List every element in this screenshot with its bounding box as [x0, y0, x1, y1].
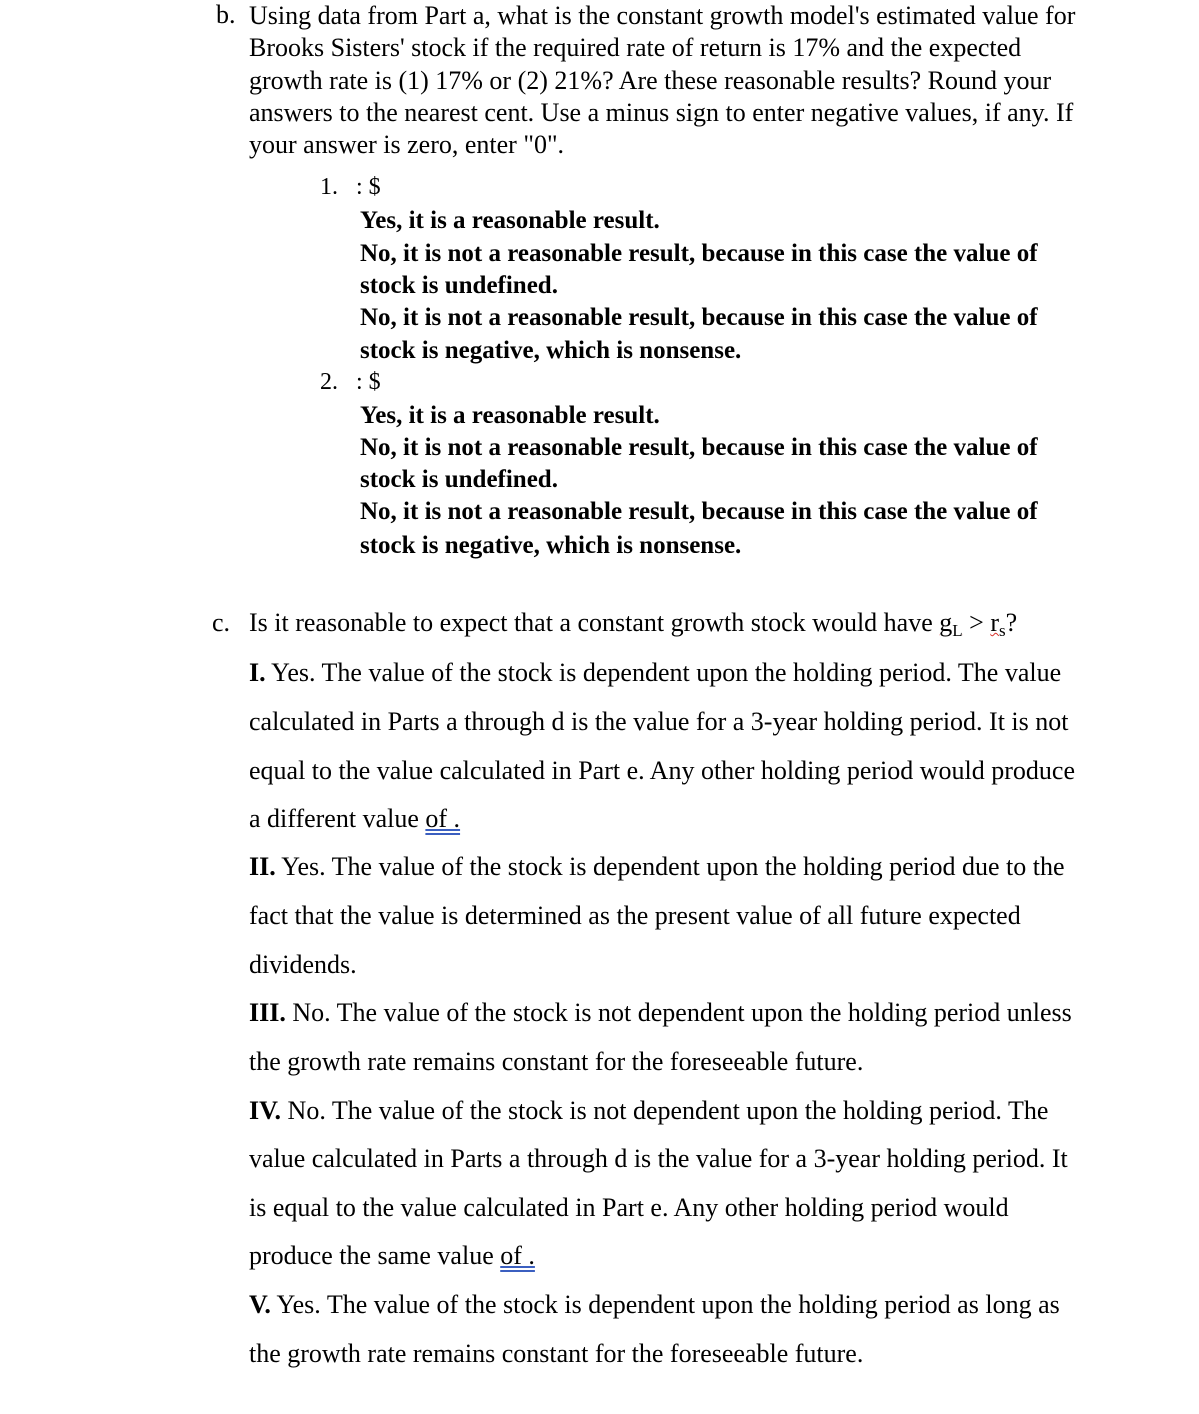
choice-i-line-4: a different value of .	[249, 804, 461, 833]
part-b-line-5: your answer is zero, enter "0".	[249, 130, 565, 159]
item-1-option-yes[interactable]: Yes, it is a reasonable result.	[360, 207, 660, 234]
part-b-line-4: answers to the nearest cent. Use a minus sign to enter negative values, if any. If	[249, 98, 1074, 127]
item-2-option-negative[interactable]: No, it is not a reasonable result, because in this case the value of	[360, 498, 1038, 525]
r-symbol: $r_s$	[990, 608, 1006, 640]
choice-ii-line-1: Yes. The value of the stock is dependent upon the holding period due to the	[275, 852, 1065, 881]
gt-symbol: >	[962, 608, 991, 637]
choice-i[interactable]	[249, 658, 1061, 688]
choice-ii-line-2: fact that the value is determined as the present value of all future expected	[249, 901, 1021, 930]
choice-iii-line-2: the growth rate remains constant for the foreseeable future.	[249, 1047, 864, 1076]
choice-iv-line-2: value calculated in Parts a through d is the value for a 3-year holding period. It	[249, 1144, 1068, 1173]
item-1-number: 1.	[320, 174, 338, 200]
choice-v-line-2: the growth rate remains constant for the foreseeable future.	[249, 1339, 864, 1368]
item-2-number: 2.	[320, 369, 338, 395]
part-b-line-1: Using data from Part a, what is the constant growth model's estimated value for	[249, 1, 1076, 30]
choice-i-line-2: calculated in Parts a through d is the value for a 3-year holding period. It is not	[249, 707, 1069, 736]
part-c-question	[249, 608, 1017, 646]
item-1-option-negative[interactable]: No, it is not a reasonable result, because in this case the value of	[360, 304, 1038, 331]
choice-v-line-1: Yes. The value of the stock is dependent upon the holding period as long as	[270, 1290, 1060, 1319]
part-c-question-prefix: Is it reasonable to expect that a constant growth stock would have	[249, 608, 940, 637]
choice-iv-tail: of .	[500, 1241, 535, 1270]
part-b-marker: b.	[216, 0, 236, 29]
choice-i-tail: of .	[425, 804, 461, 833]
item-2-option-yes[interactable]: Yes, it is a reasonable result.	[360, 402, 660, 429]
choice-iv-line-4: produce the same value of .	[249, 1241, 535, 1270]
part-c-question-suffix: ?	[1005, 608, 1018, 637]
choice-i-numeral: I.	[249, 658, 266, 687]
g-symbol: $g_L$	[939, 608, 963, 640]
choice-iii-line-1: No. The value of the stock is not dependent upon the holding period unless	[285, 998, 1072, 1027]
part-b-line-3: growth rate is (1) 17% or (2) 21%? Are these reasonable results? Round your	[249, 66, 1052, 95]
item-1-option-undefined-cont: stock is undefined.	[360, 272, 558, 299]
choice-ii-line-3: dividends.	[249, 950, 357, 979]
item-2-option-undefined[interactable]: No, it is not a reasonable result, because in this case the value of	[360, 434, 1038, 461]
choice-i-line-1: Yes. The value of the stock is dependent upon the holding period. The value	[265, 658, 1062, 687]
choice-iii[interactable]	[249, 998, 1072, 1028]
choice-iv-line-3: is equal to the value calculated in Part e. Any other holding period would	[249, 1193, 1009, 1222]
item-2-option-undefined-cont: stock is undefined.	[360, 466, 558, 493]
choice-i-line-3: equal to the value calculated in Part e. Any other holding period would produce	[249, 756, 1075, 785]
item-2-option-negative-cont: stock is negative, which is nonsense.	[360, 532, 742, 559]
choice-iv-line-1: No. The value of the stock is not dependent upon the holding period. The	[281, 1096, 1049, 1125]
choice-iv-numeral: IV.	[249, 1096, 282, 1125]
item-2-prompt: : $	[356, 369, 381, 395]
choice-v[interactable]	[249, 1290, 1060, 1320]
choice-iii-numeral: III.	[249, 998, 286, 1027]
part-c-marker: c.	[212, 608, 231, 637]
item-1-prompt: : $	[356, 174, 381, 200]
part-b-line-2: Brooks Sisters' stock if the required rate of return is 17% and the expected	[249, 33, 1022, 62]
choice-ii-numeral: II.	[249, 852, 276, 881]
item-1-option-negative-cont: stock is negative, which is nonsense.	[360, 337, 742, 364]
choice-iv[interactable]	[249, 1096, 1048, 1126]
item-1-option-undefined[interactable]: No, it is not a reasonable result, because in this case the value of	[360, 240, 1038, 267]
choice-v-numeral: V.	[249, 1290, 271, 1319]
choice-ii[interactable]	[249, 852, 1065, 882]
